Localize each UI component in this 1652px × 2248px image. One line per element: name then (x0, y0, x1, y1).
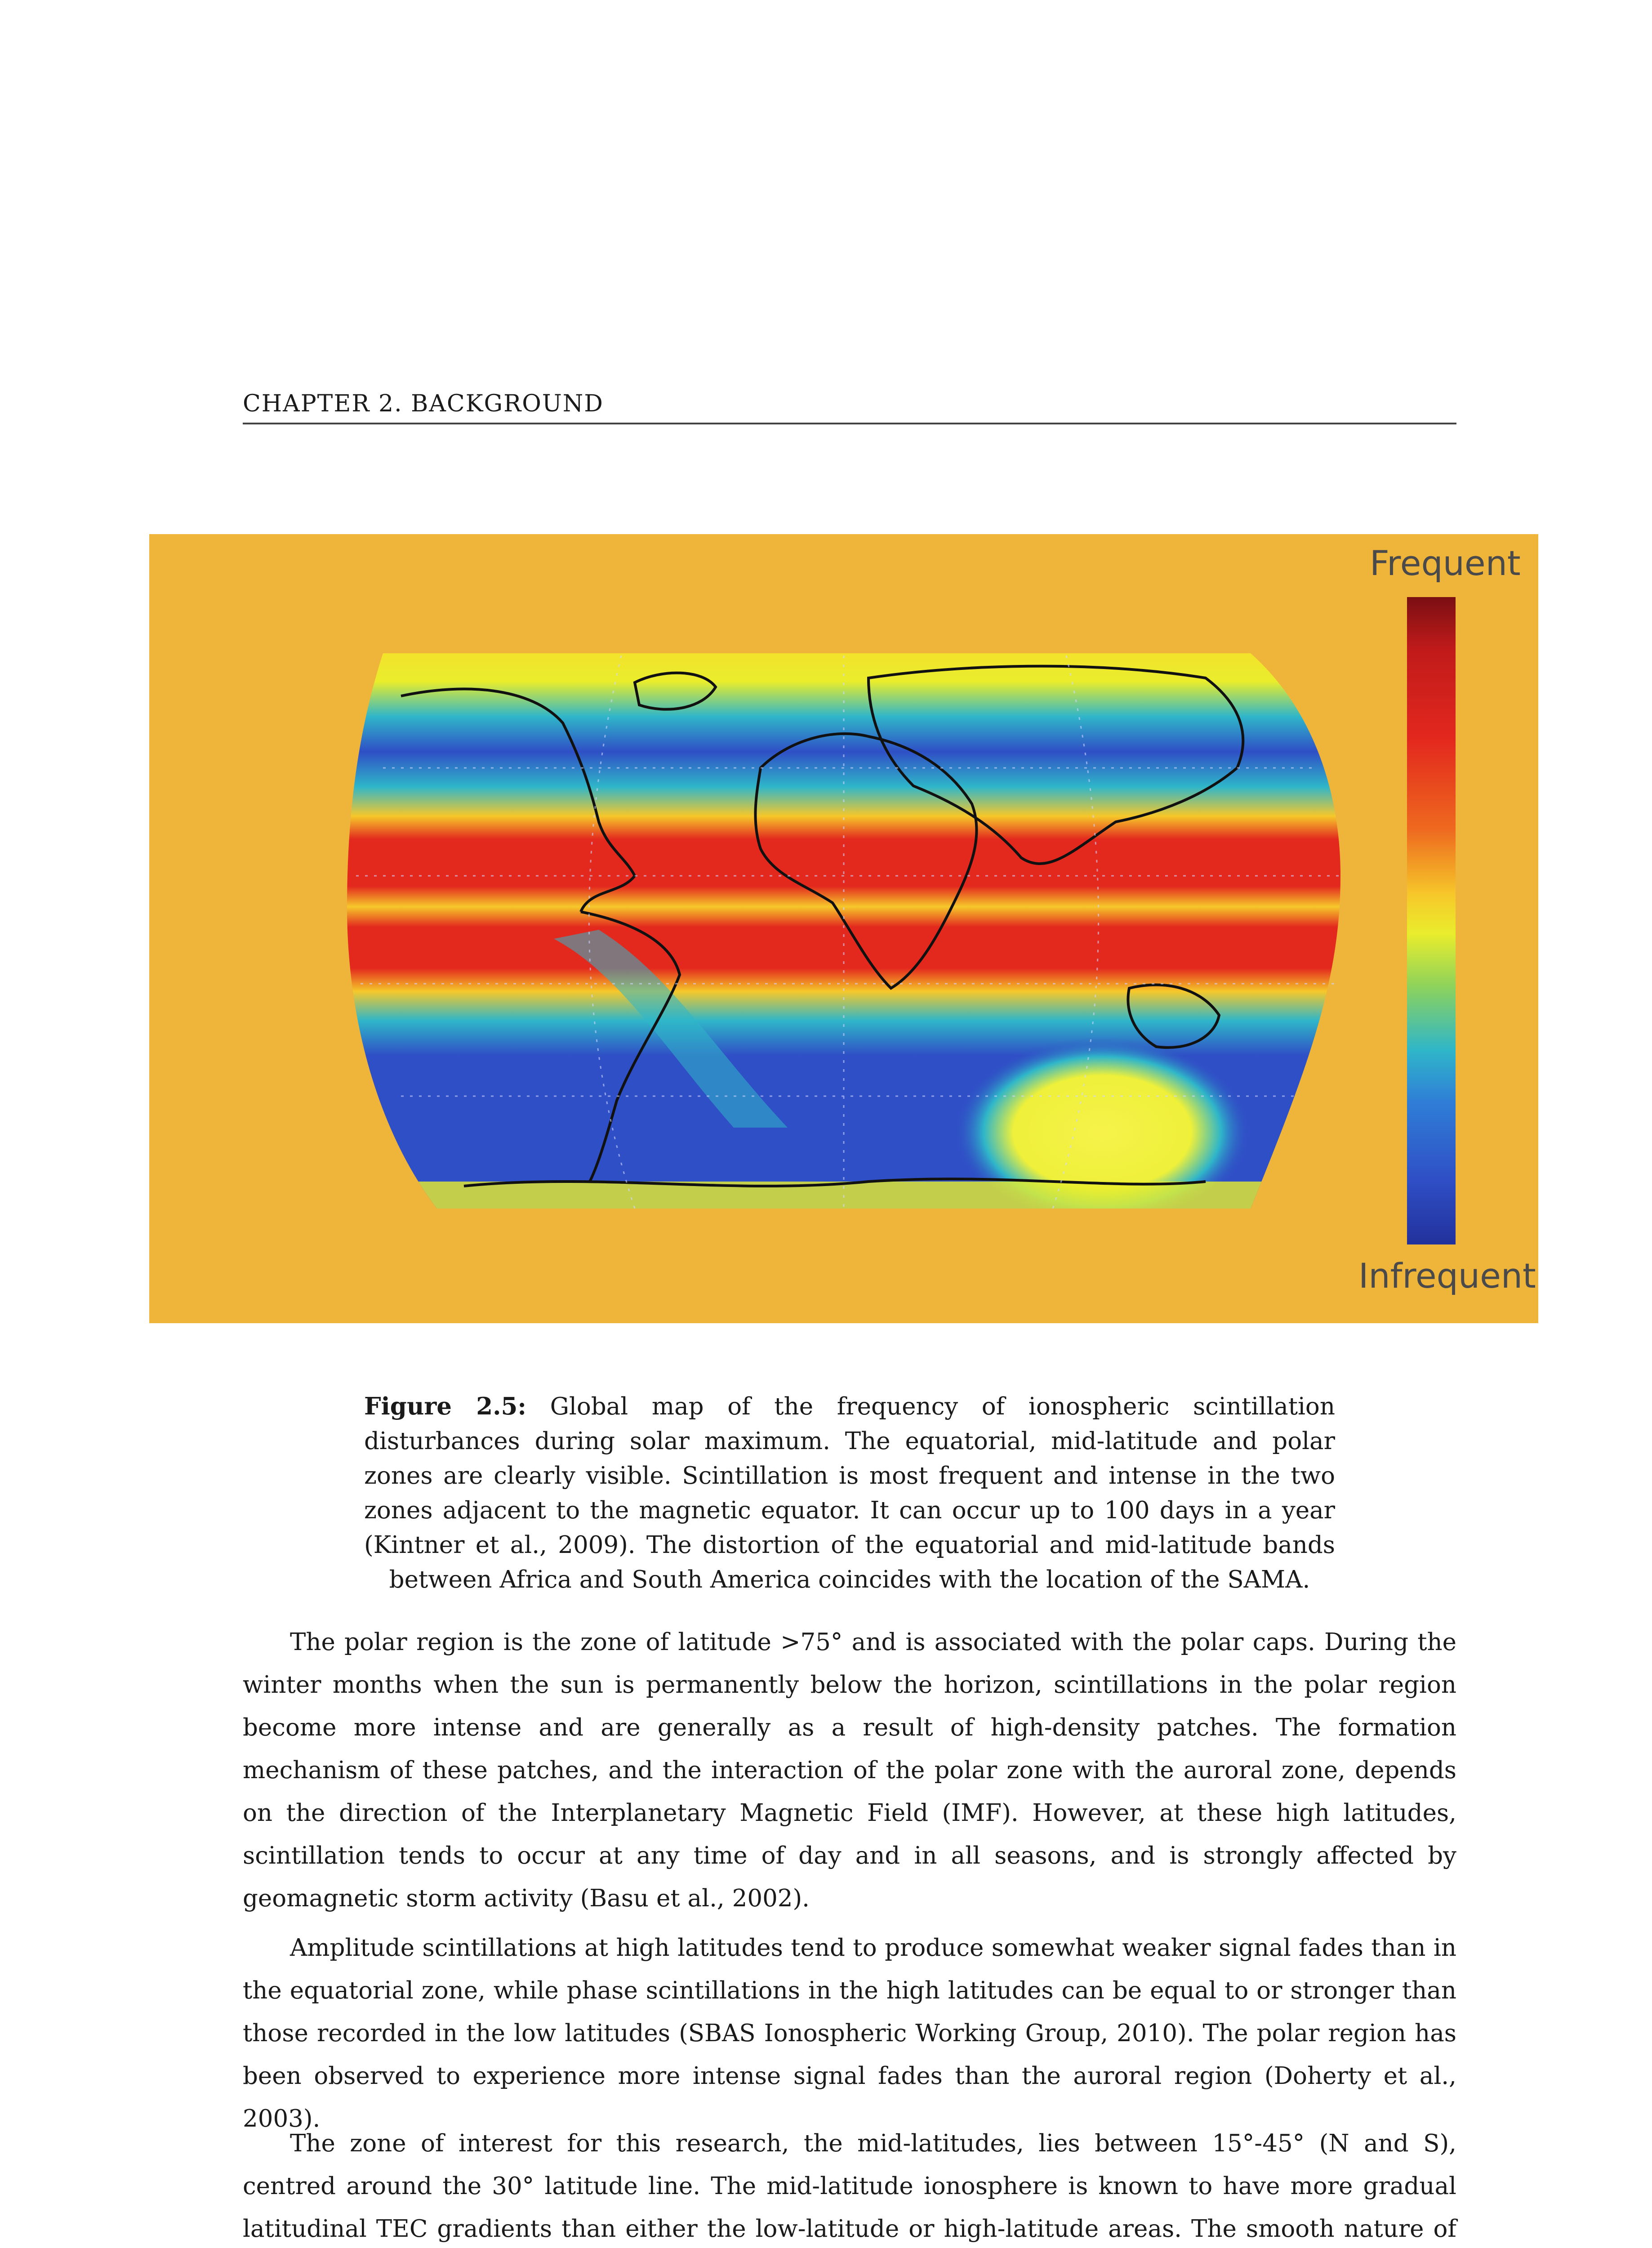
scintillation-map-figure (149, 534, 1538, 1323)
body-paragraph: The zone of interest for this research, the mid-latitudes, lies between 15°-45° (N and S), centred around the 30° latitude line. The mid-latitude ionosphere is known to have more gradual latitudinal TEC gradients than either the low-latitude or high-latitude areas. The smooth nature of (243, 2130, 1456, 2243)
body-paragraph: Amplitude scintillations at high latitudes tend to produce somewhat weaker signal fades than in the equatorial zone, while phase scintillations in the high latitudes can be equal to or stronger than those recorded in the low latitudes (SBAS Ionospheric Working Group, 2010). The polar region has been observed to experience more intense signal fades than the auroral region (Doherty et al., 2003). (243, 1934, 1456, 2132)
colorbar-legend (1407, 597, 1456, 1244)
running-head: CHAPTER 2. BACKGROUND (243, 390, 604, 417)
figure-caption-label: Figure 2.5: (364, 1392, 526, 1420)
body-paragraph: The polar region is the zone of latitude >75° and is associated with the polar caps. During the winter months when the sun is permanently below the horizon, scintillations in the polar region become more intense and are generally as a result of high-density patches. The formation mechanism of these patches, and the interaction of the polar zone with the auroral zone, depends on the direction of the Interplanetary Magnetic Field (IMF). However, at these high latitudes, scintillation tends to occur at any time of day and in all seasons, and is strongly affected by geomagnetic storm activity (Basu et al., 2002). (243, 1628, 1456, 1912)
figure-caption-text: Global map of the frequency of ionospheric scintillation disturbances during solar maximum. The equatorial, mid-latitude and polar zones are clearly visible. Scintillation is most frequent and intense in the two zones adjacent to the magnetic equator. It can occur up to 100 days in a year (Kintner et al., 2009). The distortion of the equatorial and mid-latitude bands between Africa and South America coincides with the location of the SAMA. (364, 1393, 1335, 1593)
legend-infrequent-label: Infrequent (1358, 1256, 1536, 1296)
header-rule (243, 423, 1456, 424)
legend-frequent-label: Frequent (1370, 543, 1521, 583)
figure-caption (364, 1389, 1335, 1597)
world-map (149, 534, 1538, 1323)
